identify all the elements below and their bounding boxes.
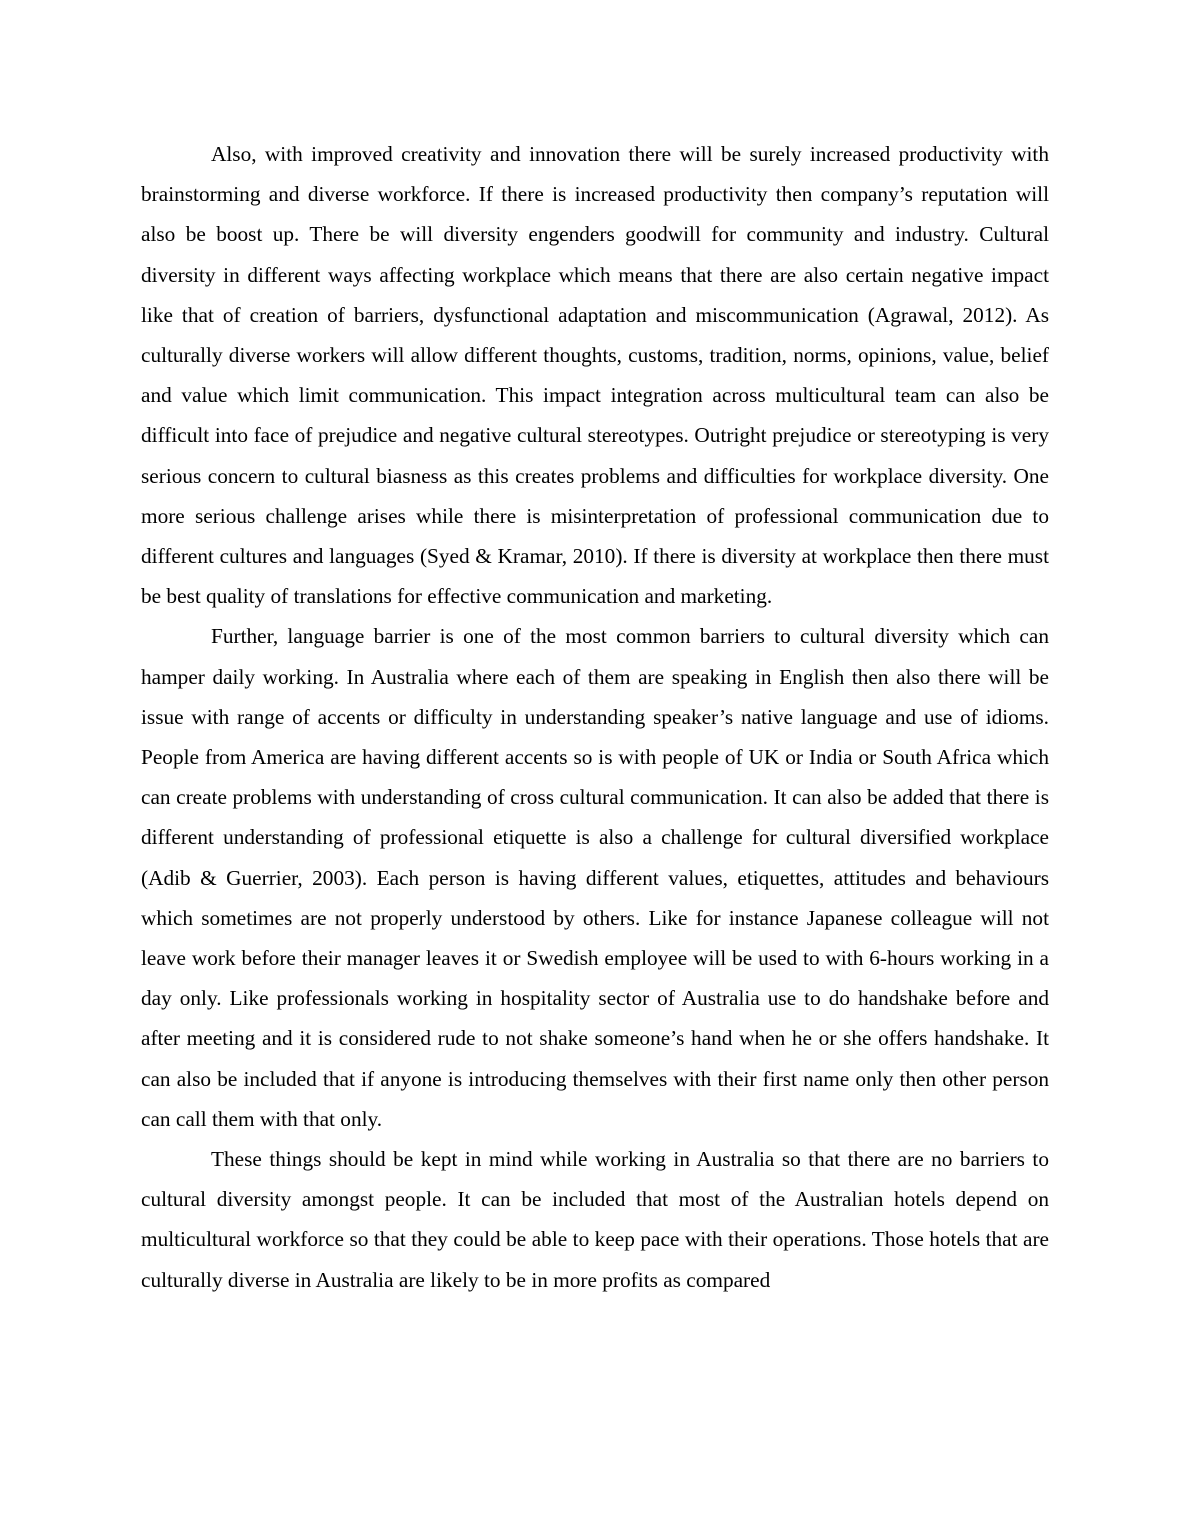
paragraph-productivity-and-barriers: Also, with improved creativity and innovation there will be surely increased productivity with brainstorming and diverse workforce. If there is increased productivity then company’s reputation will also be boost up. There be will diversity engenders goodwill for community and industry. Cultural diversity in different ways affecting workplace which means that there are also certain negative impact like that of creation of barriers, dysfunctional adaptation and miscommunication (Agrawal, 2012). As culturally diverse workers will allow different thoughts, customs, tradition, norms, opinions, value, belief and value which limit communication. This impact integration across multicultural team can also be difficult into face of prejudice and negative cultural stereotypes. Outright prejudice or stereotyping is very serious concern to cultural biasness as this creates problems and difficulties for workplace diversity. One more serious challenge arises while there is misinterpretation of professional communication due to different cultures and languages (Syed & Kramar, 2010). If there is diversity at workplace then there must be best quality of translations for effective communication and marketing. (141, 142, 1049, 609)
paragraph-language-barrier: Further, language barrier is one of the most common barriers to cultural diversity which can hamper daily working. In Australia where each of them are speaking in English then also there will be issue with range of accents or difficulty in understanding speaker’s native language and use of idioms. People from America are having different accents so is with people of UK or India or South Africa which can create problems with understanding of cross cultural communication. It can also be added that there is different understanding of professional etiquette is also a challenge for cultural diversified workplace (Adib & Guerrier, 2003). Each person is having different values, etiquettes, attitudes and behaviours which sometimes are not properly understood by others. Like for instance Japanese colleague will not leave work before their manager leaves it or Swedish employee will be used to with 6-hours working in a day only. Like professionals working in hospitality sector of Australia use to do handshake before and after meeting and it is considered rude to not shake someone’s hand when he or she offers handshake. It can also be included that if anyone is introducing themselves with their first name only then other person can call them with that only. (141, 624, 1049, 1131)
paragraph-australian-hotels: These things should be kept in mind while working in Australia so that there are no barriers to cultural diversity amongst people. It can be included that most of the Australian hotels depend on multicultural workforce so that they could be able to keep pace with their operations. Those hotels that are culturally diverse in Australia are likely to be in more profits as compared (141, 1147, 1049, 1292)
document-body (141, 134, 1049, 1300)
